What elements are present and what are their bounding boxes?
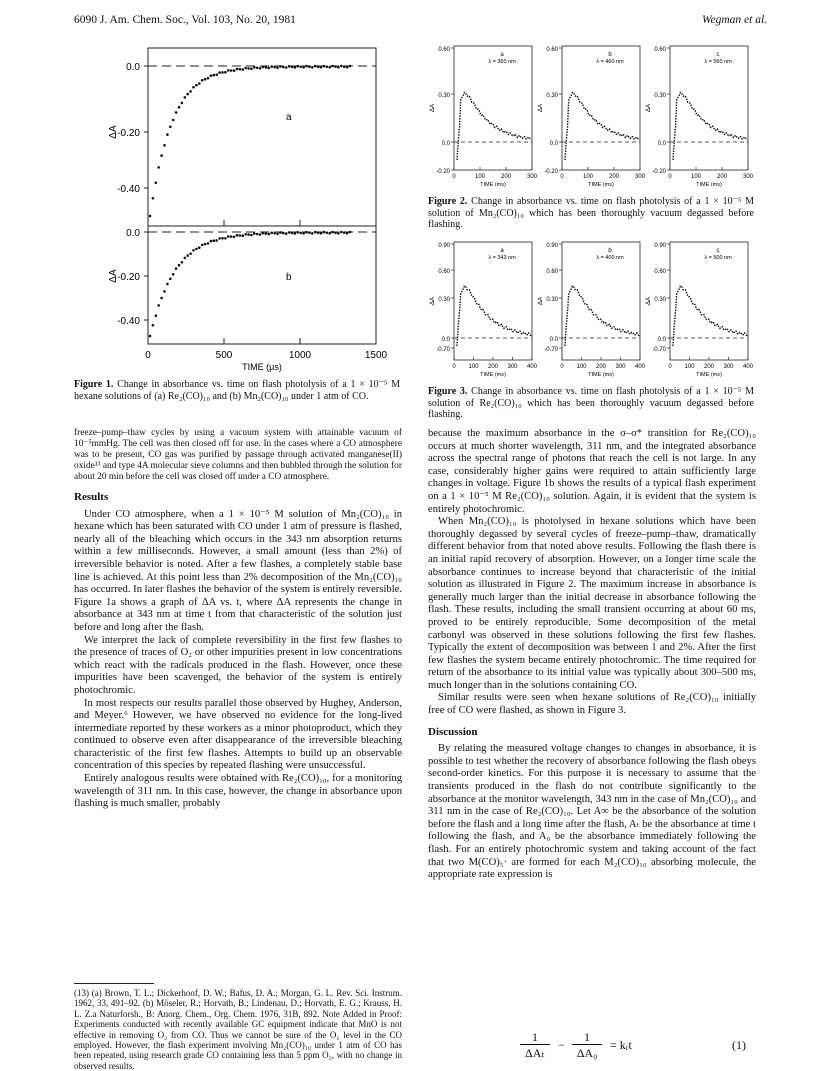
ytick-label: 0.90 xyxy=(438,243,450,249)
fig1-xtick-0: 0 xyxy=(145,350,151,361)
discussion-paragraph-1: By relating the measured voltage changes to changes in absorbance, it is possible to test whether the recovery of absorbance following the flash obeys second-order kinetics. For this purpose it is necessary to assume that the transients produced in the flash do not contribute significantly to the absorbance at the monitor wavelength, 343 nm in the case of Mn₂(CO)₁₀ and 311 nm in the case of Re₂(CO)₁₀. Let A∞ be the absorbance of the solution before the flash and a long time after the flash, Aₜ be the absorbance at time t following the flash, and A₀ be the absorbance immediately following the flash. For an entirely photochromic system and taking account of the fact that two M(CO)₅· are formed for each M₂(CO)₁₀ absorbing molecule, the appropriate rate expression is xyxy=(428,743,756,881)
fig1b-point xyxy=(218,237,221,240)
fig1b-point xyxy=(166,283,169,286)
fig1b-point xyxy=(178,264,181,267)
xtick-label: 400 xyxy=(526,364,538,370)
panel-letter: a xyxy=(500,248,504,254)
fig1b-point xyxy=(276,233,279,236)
fig1b-point xyxy=(326,231,329,234)
fig1a-point xyxy=(276,66,279,69)
fig1a-point xyxy=(230,69,233,72)
ytick-label: 0.0 xyxy=(657,337,666,343)
xtick-label: 400 xyxy=(742,364,754,370)
fig1b-point xyxy=(268,233,271,236)
xtick-label: 100 xyxy=(582,174,594,180)
fig1b-point xyxy=(175,267,178,270)
fig1b-point xyxy=(297,231,300,234)
fig1b-point xyxy=(172,273,175,276)
panel-c xyxy=(646,242,754,378)
equation-1 xyxy=(520,1030,760,1064)
xtick-label: 100 xyxy=(690,174,702,180)
y-axis-label: ΔA xyxy=(430,103,436,113)
panel-letter: c xyxy=(716,248,720,254)
ytick-label: 0.0 xyxy=(657,141,666,147)
fig1b-point xyxy=(247,233,250,236)
xtick-label: 100 xyxy=(684,364,695,370)
fig1a-point xyxy=(247,67,250,70)
fig1b-point xyxy=(285,232,288,235)
fig1a-point xyxy=(262,66,265,69)
fig1b-point xyxy=(337,232,340,235)
fig1a-point xyxy=(270,65,273,68)
fig1a-point xyxy=(265,66,268,69)
ytick-label: 0.30 xyxy=(438,297,450,303)
fig1b-point xyxy=(308,232,311,235)
fig1a-label: a xyxy=(286,112,292,123)
fig1b-point xyxy=(288,231,291,234)
ytick-label: -0.70 xyxy=(544,347,558,353)
ytick-label: 0.0 xyxy=(549,337,558,343)
trace xyxy=(457,93,531,161)
fig1b-point xyxy=(262,232,265,235)
fig1b-point xyxy=(155,314,158,317)
fig1a-point xyxy=(213,74,216,77)
fig1a-point xyxy=(210,74,213,77)
fig1a-point xyxy=(268,67,271,70)
fig1b-point xyxy=(192,249,195,252)
fig1a-point xyxy=(305,65,308,68)
y-axis-label: ΔA xyxy=(646,296,652,306)
fig1b-point xyxy=(305,231,308,234)
fig1a-point xyxy=(323,65,326,68)
fig1a-point xyxy=(302,66,305,69)
xtick-label: 200 xyxy=(595,364,607,370)
fig1a-point xyxy=(189,90,192,93)
fig1a-point xyxy=(160,154,163,157)
y-axis-label: ΔA xyxy=(430,296,436,306)
fig1a-ylabel: ΔA xyxy=(108,125,119,139)
fig1a-point xyxy=(273,66,276,69)
fig1a-point xyxy=(311,66,314,69)
fig1b-point xyxy=(346,232,349,235)
fig1b-point xyxy=(323,231,326,234)
xtick-label: 300 xyxy=(526,174,538,180)
xtick-label: 200 xyxy=(500,174,512,180)
panel-wavelength: λ = 500 nm xyxy=(704,255,732,261)
ytick-label: 0.60 xyxy=(654,269,666,275)
fig1a-point xyxy=(314,65,317,68)
ytick-label: 0.90 xyxy=(654,243,666,249)
panel-letter: b xyxy=(608,52,612,58)
fig1a-point xyxy=(337,66,340,69)
ytick-label: -0.20 xyxy=(652,169,666,175)
fig1b-point xyxy=(279,231,282,234)
results-paragraph-7: Similar results were seen when hexane solutions of Re₂(CO)₁₀ initially free of CO were flashed, as shown in Figure 3. xyxy=(428,692,756,717)
fig1a-point xyxy=(152,197,155,200)
fig1b-point xyxy=(334,231,337,234)
fig1a-point xyxy=(320,66,323,69)
fig1b-point xyxy=(149,335,152,338)
fig1b-point xyxy=(230,235,233,238)
fig1a-point xyxy=(149,215,152,218)
fig1b-point xyxy=(160,297,163,300)
figure-2 xyxy=(428,40,758,190)
fig1b-point xyxy=(189,252,192,255)
fig1b-point xyxy=(181,261,184,264)
fig1a-point xyxy=(285,66,288,69)
ytick-label: 0.60 xyxy=(438,47,450,53)
x-axis-label: TIME (ms) xyxy=(696,372,722,378)
eq-denominator-2: ΔA₀ xyxy=(576,1046,598,1060)
panel-letter: c xyxy=(716,52,720,58)
fig1b-point xyxy=(157,304,160,307)
fig1b-point xyxy=(184,257,187,260)
results-paragraph-1: Under CO atmosphere, when a 1 × 10⁻⁵ M solution of Mn₂(CO)₁₀ in hexane which has been saturated with CO under 1 atm of pressure is flashed, nearly all of the bleaching which occurs in the 343 nm absorption returns within a few milliseconds. However, a small amount (less than 2%) of irreversible behavior is noted. After a few flashes, a completely stable base line is achieved. At this point less than 2% decomposition of the Mn₂(CO)₁₀ has occurred. In later flashes the behavior of the system is entirely reversible. Figure 1a shows a graph of ΔA vs. t, where ΔA represents the change in absorbance at 343 nm at time t from that characteristic of the solution just before and long after the flash. xyxy=(74,508,402,633)
fig1a-point xyxy=(326,65,329,68)
eq-numerator-2: 1 xyxy=(584,1030,590,1044)
fig1a-point xyxy=(308,65,311,68)
fig1b-point xyxy=(294,232,297,235)
y-axis-label: ΔA xyxy=(538,103,544,113)
xtick-label: 200 xyxy=(608,174,620,180)
xtick-label: 0 xyxy=(452,174,456,180)
fig1b-label: b xyxy=(286,272,292,283)
ytick-label: 0.0 xyxy=(441,337,450,343)
xtick-label: 200 xyxy=(703,364,715,370)
fig1b-point xyxy=(213,239,216,242)
panel-c xyxy=(646,46,754,188)
fig1-xtick-1: 500 xyxy=(215,350,233,361)
fig1b-point xyxy=(221,237,224,240)
fig1a-ytick-1: -0.20 xyxy=(117,128,140,139)
fig1a-point xyxy=(195,84,198,87)
ytick-label: -0.70 xyxy=(652,347,666,353)
fig1a-point xyxy=(224,71,227,74)
fig1b-point xyxy=(291,232,294,235)
fig1a-point xyxy=(299,66,302,69)
figure-3-caption: Figure 3. Change in absorbance vs. time on flash photolysis of a 1 × 10⁻⁵ M solution of Re₂(CO)₁₀ which has been thoroughly vacuum degassed before flashing. xyxy=(428,386,754,421)
figure-1-panel-b xyxy=(108,226,388,372)
ytick-label: 0.0 xyxy=(441,141,450,147)
y-axis-label: ΔA xyxy=(538,296,544,306)
fig1b-point xyxy=(259,233,262,236)
fig1b-point xyxy=(331,231,334,234)
fig1a-point xyxy=(331,65,334,68)
ytick-label: -0.70 xyxy=(436,347,450,353)
fig1b-point xyxy=(195,248,198,251)
fig1b-point xyxy=(201,244,204,247)
panel-wavelength: λ = 400 nm xyxy=(596,255,624,261)
ytick-label: 0.60 xyxy=(546,47,558,53)
fig1b-point xyxy=(210,240,213,243)
fig1-xtick-2: 1000 xyxy=(288,350,312,361)
fig1a-point xyxy=(186,93,189,96)
fig1b-point xyxy=(302,232,305,235)
eq-number: (1) xyxy=(732,1038,746,1052)
panel-letter: b xyxy=(608,248,612,254)
fig1b-point xyxy=(349,231,352,234)
fig1b-point xyxy=(265,232,268,235)
xtick-label: 0 xyxy=(668,174,672,180)
fig1a-point xyxy=(204,78,207,81)
fig1b-point xyxy=(204,243,207,246)
fig1a-point xyxy=(155,182,158,185)
fig1a-point xyxy=(233,69,236,72)
trace xyxy=(673,286,747,346)
fig1a-ytick-0: 0.0 xyxy=(126,62,140,73)
fig1b-point xyxy=(273,232,276,235)
fig1a-point xyxy=(253,66,256,69)
fig1a-point xyxy=(317,65,320,68)
fig1a-point xyxy=(297,65,300,68)
fig1a-point xyxy=(192,86,195,89)
panel-wavelength: λ = 343 nm xyxy=(488,255,516,261)
y-axis-label: ΔA xyxy=(646,103,652,113)
x-axis-label: TIME (ms) xyxy=(588,372,614,378)
fig1b-ylabel: ΔA xyxy=(108,269,119,283)
fig1b-point xyxy=(340,231,343,234)
fig1a-point xyxy=(256,67,259,70)
fig1b-point xyxy=(270,232,273,235)
panel-a xyxy=(430,46,538,188)
results-paragraph-4: Entirely analogous results were obtained with Re₂(CO)₁₀, for a monitoring wavelength of 311 nm. In this case, however, the change in absorbance upon flashing is much smaller, probably xyxy=(74,773,402,810)
fig1a-point xyxy=(157,166,160,169)
ytick-label: 0.30 xyxy=(546,297,558,303)
fig1b-point xyxy=(233,236,236,239)
figure-1-panel-a xyxy=(108,48,376,226)
ytick-label: 0.90 xyxy=(546,243,558,249)
fig1b-point xyxy=(163,290,166,293)
trace xyxy=(565,286,639,346)
fig1a-point xyxy=(282,66,285,69)
fig1a-point xyxy=(218,71,221,74)
fig1a-point xyxy=(201,79,204,82)
fig1b-point xyxy=(328,232,331,235)
fig1b-ytick-0: 0.0 xyxy=(126,228,140,239)
fig1b-point xyxy=(343,231,346,234)
results-paragraph-6: When Mn₂(CO)₁₀ is photolysed in hexane solutions which have been thoroughly degassed by several cycles of freeze–pump–thaw, dramatically different behavior from that noted above results. Following the flash there is an initial rapid recovery of absorption. However, on a longer time scale the absorbance continues to increase beyond that characteristic of the initial solution as illustrated in Figure 2. The maximum increase in absorbance is generally much larger than the initial decrease in absorbance following the flash. These results, including the small transient occurring at about 60 ms, proved to be entirely reproducible. Some decomposition of the metal carbonyl was observed in these solutions following the first few flashes. Typically the extent of decomposition was between 1 and 2%. After the first few flashes the system became entirely photochromic. The time required for return of the absorbance to its initial value was typically about 300–500 ms, much longer than in the solutions containing CO. xyxy=(428,516,756,691)
xtick-label: 0 xyxy=(668,364,672,370)
fig1b-point xyxy=(320,232,323,235)
fig1b-point xyxy=(244,233,247,236)
discussion-heading: Discussion xyxy=(428,725,478,738)
fig1b-point xyxy=(207,242,210,245)
panel-letter: a xyxy=(500,52,504,58)
ytick-label: 0.30 xyxy=(654,93,666,99)
fig1b-point xyxy=(236,234,239,237)
panel-b xyxy=(538,46,646,188)
trace xyxy=(457,286,531,346)
x-axis-label: TIME (ms) xyxy=(480,372,506,378)
xtick-label: 0 xyxy=(560,364,564,370)
fig1b-point xyxy=(224,237,227,240)
xtick-label: 300 xyxy=(742,174,754,180)
panel-wavelength: λ = 360 nm xyxy=(488,59,516,65)
footnote-rule xyxy=(74,983,154,984)
xtick-label: 300 xyxy=(723,364,734,370)
fig1b-point xyxy=(242,234,245,237)
fig1a-point xyxy=(198,82,201,85)
fig1a-point xyxy=(244,67,247,70)
x-axis-label: TIME (ms) xyxy=(588,182,614,188)
figure-1-caption: Figure 1. Change in absorbance vs. time on flash photolysis of a 1 × 10⁻⁵ M hexane solutions of (a) Re₂(CO)₁₀ and (b) Mn₂(CO)₁₀ under 1 atm of CO. xyxy=(74,379,400,402)
fig1b-point xyxy=(256,233,259,236)
fig1a-point xyxy=(328,66,331,69)
x-axis-label: TIME (ms) xyxy=(696,182,722,188)
eq-denominator-1: ΔAₜ xyxy=(525,1046,545,1060)
xtick-label: 100 xyxy=(468,364,479,370)
fig1b-ytick-2: -0.40 xyxy=(117,316,140,327)
eq-rhs: = kᵣt xyxy=(610,1038,632,1052)
fig1a-point xyxy=(242,68,245,71)
xtick-label: 300 xyxy=(634,174,646,180)
ytick-label: 0.60 xyxy=(546,269,558,275)
fig1a-point xyxy=(207,77,210,80)
fig1b-point xyxy=(317,231,320,234)
ytick-label: 0.60 xyxy=(438,269,450,275)
fig1a-point xyxy=(259,67,262,70)
fig1a-point xyxy=(169,126,172,129)
fig1a-point xyxy=(227,69,230,72)
xtick-label: 100 xyxy=(474,174,486,180)
fig1a-point xyxy=(175,111,178,114)
xtick-label: 200 xyxy=(487,364,499,370)
left-column xyxy=(74,428,402,811)
fig1b-point xyxy=(152,324,155,327)
fig1-xtick-3: 1500 xyxy=(364,350,388,361)
fig1b-point xyxy=(282,232,285,235)
results-paragraph-2: We interpret the lack of complete reversibility in the first few flashes to the presence of traces of O₂ or other impurities present in low concentrations which react with the radicals produced in the flash. However, once these impurities have been scavenged, the behavior of the system is entirely photochromic. xyxy=(74,634,402,696)
fig1a-point xyxy=(291,66,294,69)
right-column xyxy=(428,428,756,882)
results-heading: Results xyxy=(74,491,109,503)
results-paragraph-5: because the maximum absorbance in the σ–σ* transition for Re₂(CO)₁₀ occurs at much shorter wavelength, 311 nm, and the integrated absorbance across the spectral range of photons that reach the cell is not large. In any case, considerably higher gains were required to attain sufficiently large changes in voltage. Figure 1b shows the results of a typical flash experiment on a 1 × 10⁻⁵ M Re₂(CO)₁₀ solution. Again, it is evident that the system is entirely photochromic. xyxy=(428,428,756,515)
methods-paragraph-end: freeze–pump–thaw cycles by using a vacuum system with attainable vacuum of 10⁻⁵mmHg. The cell was then closed off for use. In the cases where a CO atmosphere was to be present, CO gas was purified by passage through activated manganese(II) oxide¹³ and type 4A molecular sieve columns and then bubbled through the solution for about 20 min before the cell was closed off under a CO atmosphere. xyxy=(74,428,402,482)
results-paragraph-3: In most respects our results parallel those observed by Hughey, Anderson, and Meyer.⁶ However, we have observed no evidence for the long-lived intermediate reported by these workers as a minor photoproduct, which they continued to observe even after disappearance of the irreversible bleaching characteristic of the first few flashes. Attempts to build up an observable concentration of this species by repeated flashing were unsuccessful. xyxy=(74,697,402,772)
fig1a-ytick-2: -0.40 xyxy=(117,184,140,195)
fig1b-point xyxy=(169,278,172,281)
fig1a-point xyxy=(239,68,242,71)
fig1b-point xyxy=(250,234,253,237)
xtick-label: 400 xyxy=(634,364,646,370)
panel-wavelength: λ = 560 nm xyxy=(704,59,732,65)
fig1a-point xyxy=(250,68,253,71)
fig1a-point xyxy=(340,65,343,68)
fig1b-point xyxy=(314,231,317,234)
x-axis-label: TIME (ms) xyxy=(480,182,506,188)
panel-a xyxy=(430,242,538,378)
xtick-label: 200 xyxy=(716,174,728,180)
trace xyxy=(565,93,639,161)
fig1a-point xyxy=(215,73,218,76)
xtick-label: 300 xyxy=(507,364,518,370)
fig1a-point xyxy=(166,133,169,136)
fig1b-point xyxy=(253,232,256,235)
ytick-label: 0.30 xyxy=(438,93,450,99)
figure-3 xyxy=(428,236,758,380)
fig1b-point xyxy=(239,234,242,237)
ytick-label: -0.20 xyxy=(544,169,558,175)
trace xyxy=(673,93,747,161)
fig1b-point xyxy=(299,232,302,235)
fig1a-point xyxy=(163,144,166,147)
fig1a-point xyxy=(181,102,184,105)
fig1b-point xyxy=(186,254,189,257)
panel-b xyxy=(538,242,646,378)
eq-minus: − xyxy=(558,1038,565,1052)
eq-numerator-1: 1 xyxy=(532,1030,538,1044)
ytick-label: 0.0 xyxy=(549,141,558,147)
panel-wavelength: λ = 460 nm xyxy=(596,59,624,65)
fig1-xlabel: TIME (μs) xyxy=(242,362,282,372)
figure-1 xyxy=(96,40,396,372)
fig1b-point xyxy=(311,232,314,235)
running-header-right: Wegman et al. xyxy=(702,14,768,26)
ytick-label: -0.20 xyxy=(436,169,450,175)
ytick-label: 0.60 xyxy=(654,47,666,53)
fig1a-point xyxy=(236,68,239,71)
fig1b-point xyxy=(198,246,201,249)
fig1a-point xyxy=(346,66,349,69)
xtick-label: 300 xyxy=(615,364,626,370)
fig1a-point xyxy=(184,96,187,99)
figure-2-caption: Figure 2. Change in absorbance vs. time on flash photolysis of a 1 × 10⁻⁵ M solution of Mn₂(CO)₁₀ which has been thoroughly vacuum degassed before flashing. xyxy=(428,196,754,231)
xtick-label: 0 xyxy=(560,174,564,180)
xtick-label: 0 xyxy=(452,364,456,370)
fig1a-point xyxy=(349,65,352,68)
fig1a-point xyxy=(221,71,224,74)
footnote-13: (13) (a) Brown, T. L.; Dickerhoof, D. W.; Bafus, D. A.; Morgan, G. L. Rev. Sci. Instrum. 1962, 33, 491–92. (b) Möseler, R.; Horvath, B.; Lindenau, D.; Horvath, E. G.; Krauss, H. L. Z.a Naturforsh., B: Anorg. Chem., Org. Chem. 1976, 31B, 892. Note Added in Proof: Experiments conducted with recently available GC equipment indicate that MnO is not effective in removing O₂ from CO. Thus we cannot be sure of the O₂ level in the CO employed. However, the flash experiment involving Mn₂(CO)₁₀ under 1 atm of CO has been repeated, using research grade CO containing less than 5 ppm O₂, with no change in observed results. xyxy=(74,988,402,1071)
fig1a-point xyxy=(334,65,337,68)
fig1a-point xyxy=(294,66,297,69)
ytick-label: 0.30 xyxy=(546,93,558,99)
fig1a-point xyxy=(343,65,346,68)
fig1a-point xyxy=(279,65,282,68)
fig1b-point xyxy=(215,239,218,242)
fig1a-point xyxy=(172,119,175,122)
fig1a-point xyxy=(178,106,181,109)
fig1b-point xyxy=(227,235,230,238)
running-header-left: 6090 J. Am. Chem. Soc., Vol. 103, No. 20, 1981 xyxy=(74,14,296,26)
fig1a-point xyxy=(288,65,291,68)
ytick-label: 0.30 xyxy=(654,297,666,303)
fig1b-ytick-1: -0.20 xyxy=(117,272,140,283)
xtick-label: 100 xyxy=(576,364,587,370)
